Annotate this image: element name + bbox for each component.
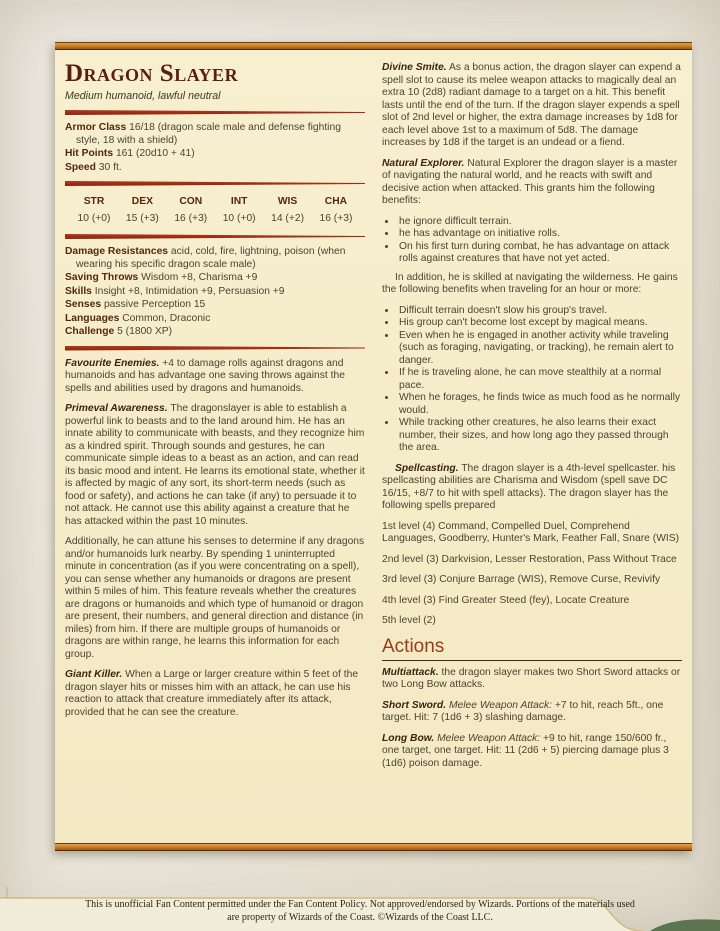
action-long-bow-attack-type: Melee Weapon Attack: bbox=[437, 732, 541, 744]
saving-throws-line bbox=[65, 272, 365, 285]
ability-wis bbox=[265, 196, 311, 225]
ability-str bbox=[71, 196, 117, 225]
armor-class-line bbox=[65, 122, 365, 147]
action-multiattack-text: the dragon slayer makes two Short Sword attacks or two Long Bow attacks. bbox=[382, 666, 681, 690]
trait-favourite-enemies bbox=[65, 358, 365, 396]
ability-int-label: INT bbox=[230, 196, 248, 207]
divider-rule bbox=[65, 181, 365, 186]
action-short-sword bbox=[382, 700, 682, 725]
speed-value: 30 ft. bbox=[98, 161, 122, 173]
action-long-bow-name: Long Bow. bbox=[382, 732, 435, 744]
languages-label: Languages bbox=[65, 312, 120, 324]
trait-natural-explorer bbox=[382, 158, 682, 208]
divider-rule bbox=[65, 346, 365, 351]
wilderness-intro-paragraph: In addition, he is skilled at navigating the wilderness. He gains the following benefits when traveling for an hour or more: bbox=[382, 271, 678, 295]
trait-giant-killer-name: Giant Killer. bbox=[65, 669, 123, 680]
spell-level-5-line: 5th level (2) bbox=[382, 615, 436, 626]
ability-cha bbox=[313, 196, 359, 225]
ability-dex bbox=[119, 196, 165, 225]
spell-level-3-line: 3rd level (3) Conjure Barrage (WIS), Remove Curse, Revivify bbox=[382, 574, 661, 585]
trait-natural-explorer-name: Natural Explorer. bbox=[382, 157, 465, 169]
list-item: • he has advantage on initiative rolls. bbox=[397, 228, 682, 241]
divider-rule bbox=[65, 234, 365, 239]
spell-level-1-line: 1st level (4) Command, Compelled Duel, Comprehend Languages, Goodberry, Hunter's Mark, Feather Fall, Snare (WIS) bbox=[382, 520, 680, 544]
trait-spellcasting-text: The dragon slayer is a 4th-level spellcaster. his spellcasting abilities are Charisma and Wisdom (spell save DC 16/15, +8/7 to hit with spell attacks). The dragon slayer has the following spells prepared bbox=[382, 462, 676, 511]
trait-giant-killer bbox=[65, 669, 365, 719]
action-short-sword-attack-type: Melee Weapon Attack: bbox=[448, 699, 552, 711]
trait-primeval-awareness-name: Primeval Awareness. bbox=[65, 403, 168, 414]
list-item: • If he is traveling alone, he can move stealthily at a normal pace. bbox=[397, 367, 682, 392]
statblock-body bbox=[55, 50, 692, 843]
challenge-label: Challenge bbox=[65, 326, 115, 337]
trait-primeval-awareness-text: The dragonslayer is able to establish a powerful link to beasts and to the land around him. He has an innate ability to communicate with beasts, and they recognize him as a kindred spirit. Through sounds and gestures, he can communicate simple ideas to a beast as an action, and can read its basic mood and intent. He learns its emotional state, whether it is affected by magic of any sort, its short-term needs (such as food or safety), and actions he can take (if any) to persuade it to not attack. He cannot use this ability against a creature that he has attacked within the past 10 minutes. bbox=[65, 403, 365, 527]
trait-primeval-awareness-extra bbox=[65, 536, 365, 661]
speed-label: Speed bbox=[65, 161, 96, 173]
skills-line bbox=[65, 286, 365, 299]
ability-int-value: 10 (+0) bbox=[222, 212, 256, 224]
trait-divine-smite-text: As a bonus action, the dragon slayer can expend a spell slot to cause its melee weapon attacks to magically deal an extra 10 (2d8) radiant damage to a target on a hit. This benefit lasts until the end of the turn. If the dragon slayer expends a spell slot of 2nd level or higher, the extra damage increases by 1d8 for each level above 1st to a maximum of 5d8. The damage increases by 1d8 if the target is an undead or a fiend. bbox=[382, 62, 681, 148]
trait-primeval-awareness bbox=[65, 403, 365, 528]
saving-throws-label: Saving Throws bbox=[65, 272, 139, 283]
fan-content-notice-line2: are property of Wizards of the Coast. ©Wizards of the Coast LLC. bbox=[227, 911, 493, 923]
trait-spellcasting bbox=[382, 463, 682, 513]
languages-line bbox=[65, 313, 365, 326]
creature-subtitle: Medium humanoid, lawful neutral bbox=[65, 90, 221, 102]
natural-explorer-benefits-list bbox=[382, 216, 682, 266]
challenge-line bbox=[65, 326, 365, 339]
travel-benefits-list bbox=[382, 305, 682, 455]
statblock-bottom-bar bbox=[55, 843, 692, 851]
page-footer bbox=[0, 887, 720, 931]
trait-divine-smite-name: Divine Smite. bbox=[382, 62, 447, 73]
trait-natural-explorer-text: Natural Explorer the dragon slayer is a master of navigating the natural world, and he reacts with swift and decisive action when attacked. This grants him the following benefits: bbox=[382, 157, 678, 206]
action-long-bow-text: +9 to hit, range 150/600 fr., one target, one target. Hit: 11 (2d6 + 5) piercing damage plus 3 (1d6) poison damage. bbox=[382, 732, 669, 769]
ability-cha-label: CHA bbox=[324, 196, 348, 207]
senses-value: passive Perception 15 bbox=[103, 299, 206, 310]
list-item: • When he forages, he finds twice as much food as he normally would. bbox=[397, 392, 682, 417]
trait-giant-killer-text: When a Large or larger creature within 5 feet of the dragon slayer hits or misses him with an attack, he can use his reaction to attack that creature immediately after its attack, provided that he can see the creature. bbox=[65, 669, 359, 718]
ability-con bbox=[168, 196, 214, 225]
fan-content-notice-line1: This is unofficial Fan Content permitted under the Fan Content Policy. Not approved/endorsed by Wizards. Portions of the materials used bbox=[85, 899, 635, 910]
speed-line bbox=[65, 162, 365, 175]
ability-con-value: 16 (+3) bbox=[174, 212, 208, 224]
action-short-sword-text: +7 to hit, reach 5ft., one target. Hit: 7 (1d6 + 3) slashing damage. bbox=[382, 699, 664, 723]
ability-str-value: 10 (+0) bbox=[77, 212, 111, 224]
ability-scores-table bbox=[65, 193, 365, 227]
ability-wis-label: WIS bbox=[277, 196, 298, 207]
dragon-slayer-statblock bbox=[55, 42, 692, 851]
right-column bbox=[382, 58, 682, 843]
trait-favourite-enemies-name: Favourite Enemies. bbox=[65, 357, 160, 369]
list-item: • Difficult terrain doesn't slow his group's travel. bbox=[397, 305, 682, 318]
ability-cha-value: 16 (+3) bbox=[319, 212, 353, 224]
damage-resistances-label: Damage Resistances bbox=[65, 246, 169, 257]
ability-dex-label: DEX bbox=[131, 196, 153, 207]
list-item: • On his first turn during combat, he has advantage on attack rolls against creatures that have not yet acted. bbox=[397, 241, 682, 266]
spell-level-2-line: 2nd level (3) Darkvision, Lesser Restoration, Pass Without Trace bbox=[382, 553, 677, 565]
creature-title: Dragon Slayer bbox=[65, 60, 239, 87]
ability-con-label: CON bbox=[179, 196, 203, 207]
ability-dex-value: 15 (+3) bbox=[125, 212, 159, 224]
challenge-value: 5 (1800 XP) bbox=[117, 326, 173, 337]
trait-divine-smite bbox=[382, 62, 682, 150]
hit-points-line bbox=[65, 148, 365, 161]
skills-value: Insight +8, Intimidation +9, Persuasion +9 bbox=[94, 285, 285, 297]
fan-content-notice bbox=[0, 899, 720, 924]
damage-resistances-line bbox=[65, 246, 365, 271]
ability-str-label: STR bbox=[83, 196, 105, 207]
armor-class-value: 16/18 (dragon scale male and defense fighting style, 18 with a shield) bbox=[76, 122, 341, 146]
spell-level-4-line: 4th level (3) Find Greater Steed (fey), Locate Creature bbox=[382, 594, 630, 606]
hit-points-value: 161 (20d10 + 41) bbox=[115, 148, 195, 159]
action-long-bow bbox=[382, 733, 682, 771]
armor-class-label: Armor Class bbox=[65, 122, 127, 133]
list-item: • His group can't become lost except by magical means. bbox=[397, 317, 682, 330]
hit-points-label: Hit Points bbox=[65, 148, 114, 159]
trait-spellcasting-name: Spellcasting. bbox=[395, 462, 459, 474]
ability-int bbox=[216, 196, 262, 225]
actions-section-heading: Actions bbox=[382, 636, 682, 661]
action-short-sword-name: Short Sword. bbox=[382, 699, 447, 711]
action-multiattack bbox=[382, 667, 682, 692]
trait-favourite-enemies-text: +4 to damage rolls against dragons and humanoids and has advantage one saving throws against the spells and abilities used by dragons and humanoids. bbox=[65, 357, 345, 394]
left-column bbox=[65, 58, 365, 843]
saving-throws-value: Wisdom +8, Charisma +9 bbox=[141, 272, 258, 283]
list-item: • Even when he is engaged in another activity while traveling (such as foraging, navigating, or tracking), he remain alert to danger. bbox=[397, 330, 682, 368]
senses-label: Senses bbox=[65, 299, 102, 310]
damage-resistances-value: acid, cold, fire, lightning, poison (when wearing his specific dragon scale male) bbox=[76, 246, 346, 270]
list-item: • he ignore difficult terrain. bbox=[397, 216, 682, 229]
senses-line bbox=[65, 299, 365, 312]
divider-rule bbox=[65, 110, 365, 115]
statblock-top-bar bbox=[55, 42, 692, 50]
trait-primeval-awareness-extra-text: Additionally, he can attune his senses to determine if any dragons and/or humanoids lurk nearby. By spending 1 uninterrupted minute in concentration (as if you were concentrating on a spell), you can sense whether any humanoids or dragons are present within 5 miles of him. This feature reveals whether the creatures are dragons or humanoids and which type of humanoid or dragon are present, their numbers, and general direction and distance (in miles) from him. If there are multiple groups of humanoids or dragons are within range, he learns this information for each group. bbox=[65, 536, 365, 660]
ability-wis-value: 14 (+2) bbox=[271, 212, 305, 224]
action-multiattack-name: Multiattack. bbox=[382, 666, 439, 678]
skills-label: Skills bbox=[65, 285, 92, 297]
languages-value: Common, Draconic bbox=[122, 312, 211, 324]
list-item: • While tracking other creatures, he also learns their exact number, their sizes, and how long ago they passed through the area. bbox=[397, 417, 682, 455]
